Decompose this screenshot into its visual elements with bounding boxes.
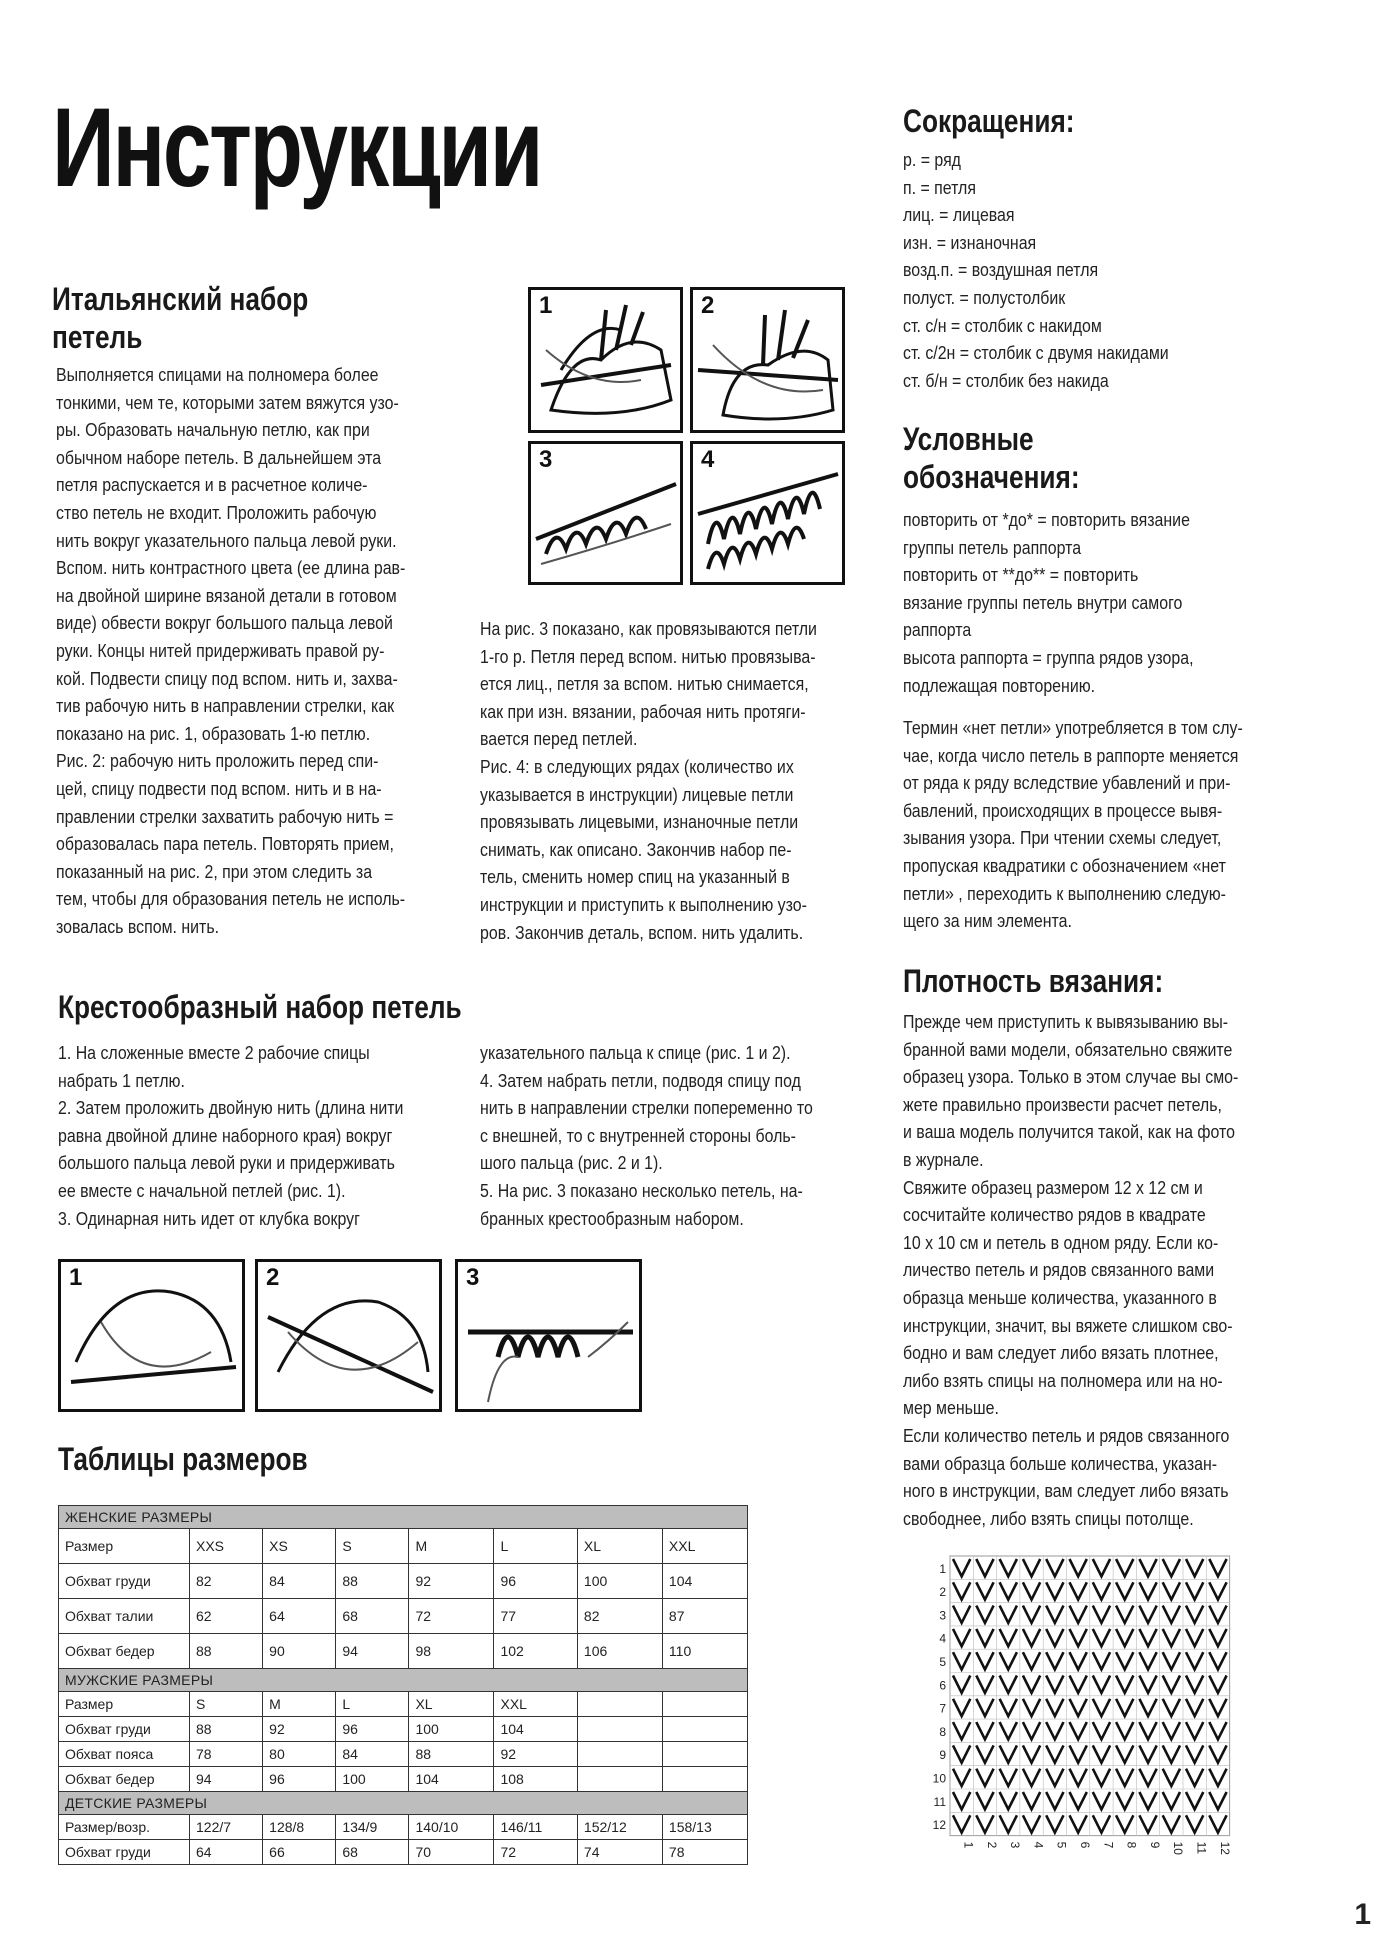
table-cell: XS: [263, 1529, 336, 1564]
table-cell: 74: [577, 1840, 662, 1865]
text-line: подлежащая повторению.: [903, 674, 1096, 696]
row-label: 3: [939, 1608, 946, 1623]
symbols-text: [903, 506, 1264, 699]
symbols-heading: [903, 420, 1080, 496]
text-line: бодно и вам следует либо вязать плотнее,: [903, 1342, 1219, 1364]
table-cell: Обхват талии: [59, 1599, 190, 1634]
hand-knitting-illustration: [258, 1262, 439, 1409]
abbreviations-list: [903, 146, 1247, 394]
abbreviation-item: ст. с/2н = столбик с двумя накидами: [903, 342, 1169, 364]
row-label: 5: [939, 1654, 946, 1669]
section-title: ЖЕНСКИЕ РАЗМЕРЫ: [59, 1506, 748, 1529]
table-cell: 72: [494, 1840, 577, 1865]
text-line: образовалась пара петель. Повторять прием,: [56, 833, 394, 855]
page-number: 1: [1354, 1898, 1371, 1931]
text-line: как при изн. вязании, рабочая нить протяги-: [480, 700, 806, 722]
figure-number: 2: [266, 1264, 280, 1291]
table-cell: 88: [409, 1742, 494, 1767]
table-cell: 152/12: [577, 1815, 662, 1840]
text-line: Если количество петель и рядов связанного: [903, 1424, 1230, 1446]
text-line: Термин «нет петли» употребляется в том слу-: [903, 717, 1243, 738]
table-cell: 100: [409, 1717, 494, 1742]
symbols-note: [903, 714, 1264, 935]
table-cell: Размер/возр.: [59, 1815, 190, 1840]
table-cell: 82: [577, 1599, 662, 1634]
text-line: Рис. 2: рабочую нить проложить перед спи-: [56, 750, 379, 772]
table-cell: XXL: [662, 1529, 747, 1564]
table-section-header: [59, 1506, 748, 1529]
abbreviation-item: полуст. = полустолбик: [903, 286, 1066, 308]
table-cell: 68: [336, 1599, 409, 1634]
table-cell: 158/13: [662, 1815, 747, 1840]
text-line: свободнее, либо взять спицы потолще.: [903, 1507, 1194, 1529]
text-line: либо взять спицы на полномера или на но-: [903, 1369, 1223, 1391]
table-row: [59, 1599, 748, 1634]
abbreviation-item: ст. с/н = столбик с накидом: [903, 314, 1102, 336]
abbreviation-item: возд.п. = воздушная петля: [903, 259, 1099, 281]
text-line: бранной вами модели, обязательно свяжите: [903, 1038, 1233, 1060]
text-line: 2. Затем проложить двойную нить (длина нити: [58, 1097, 404, 1119]
text-line: петли» , переходить к выполнению следую-: [903, 882, 1226, 904]
column-label: 12: [1217, 1841, 1232, 1855]
table-row: [59, 1529, 748, 1564]
column-label: 2: [984, 1841, 999, 1849]
text-line: 1. На сложенные вместе 2 рабочие спицы: [58, 1042, 370, 1063]
table-cell: S: [336, 1529, 409, 1564]
text-line: провязывать лицевыми, изнаночные петли: [480, 811, 799, 833]
table-cell: 92: [263, 1717, 336, 1742]
cross-figure-2: [255, 1259, 442, 1412]
table-row: [59, 1840, 748, 1865]
text-line: указывается в инструкции) лицевые петли: [480, 783, 794, 805]
table-row: [59, 1564, 748, 1599]
text-line: тель, сменить номер спиц на указанный в: [480, 866, 790, 888]
column-label: 4: [1031, 1841, 1046, 1849]
text-line: инструкции и приступить к выполнению узо-: [480, 893, 807, 915]
figure-number: 3: [539, 446, 553, 473]
page-title: Инструкции: [52, 85, 542, 210]
text-line: с внешней, то с внутренней стороны боль-: [480, 1124, 796, 1146]
figure-number: 1: [539, 292, 553, 319]
table-cell: XL: [409, 1692, 494, 1717]
text-line: шого пальца (рис. 2 и 1).: [480, 1152, 663, 1174]
table-cell: 100: [577, 1564, 662, 1599]
table-cell: 92: [409, 1564, 494, 1599]
column-label: 3: [1008, 1841, 1023, 1849]
table-cell: 78: [190, 1742, 263, 1767]
italian-text-col2: [480, 615, 833, 946]
text-line: нить в направлении стрелки попеременно то: [480, 1097, 813, 1119]
table-cell: M: [263, 1692, 336, 1717]
text-line: зовалась вспом. нить.: [56, 915, 220, 937]
section-title: ДЕТСКИЕ РАЗМЕРЫ: [59, 1792, 748, 1815]
abbreviation-item: п. = петля: [903, 176, 976, 198]
table-cell: 90: [263, 1634, 336, 1669]
table-cell: S: [190, 1692, 263, 1717]
table-cell: L: [336, 1692, 409, 1717]
text-line: виде) обвести вокруг большого пальца левой: [56, 612, 393, 634]
sizes-heading: Таблицы размеров: [58, 1441, 308, 1477]
text-line: ров. Закончив деталь, вспом. нить удалить.: [480, 921, 804, 943]
cross-figure-3: [455, 1259, 642, 1412]
table-cell: XL: [577, 1529, 662, 1564]
text-line: повторить от *до* = повторить вязание: [903, 509, 1190, 530]
text-line: Рис. 4: в следующих рядах (количество их: [480, 755, 794, 777]
symbols-heading-line2: обозначения:: [903, 459, 1080, 495]
text-line: ется лиц., петля за вспом. нитью снимается,: [480, 673, 809, 695]
table-cell: 66: [263, 1840, 336, 1865]
text-line: петля распускается и в расчетное количе-: [56, 474, 368, 496]
text-line: в журнале.: [903, 1148, 984, 1170]
table-cell: [577, 1717, 662, 1742]
section-title: МУЖСКИЕ РАЗМЕРЫ: [59, 1669, 748, 1692]
table-cell: 140/10: [409, 1815, 494, 1840]
symbols-heading-line1: Условные: [903, 421, 1034, 457]
table-cell: 94: [190, 1767, 263, 1792]
abbreviation-item: ст. б/н = столбик без накида: [903, 369, 1109, 391]
table-cell: 128/8: [263, 1815, 336, 1840]
table-cell: 80: [263, 1742, 336, 1767]
text-line: ры. Образовать начальную петлю, как при: [56, 419, 370, 441]
text-line: большого пальца левой руки и придерживать: [58, 1152, 395, 1174]
text-line: инструкции, значит, вы вяжете слишком сво-: [903, 1314, 1233, 1336]
text-line: 5. На рис. 3 показано несколько петель, на-: [480, 1179, 803, 1201]
italian-figure-3: [528, 441, 683, 585]
row-label: 9: [939, 1748, 946, 1763]
text-line: пропуская квадратики с обозначением «нет: [903, 854, 1226, 876]
table-row: [59, 1742, 748, 1767]
table-cell: 96: [336, 1717, 409, 1742]
table-cell: L: [494, 1529, 577, 1564]
table-section-header: [59, 1792, 748, 1815]
table-cell: 88: [336, 1564, 409, 1599]
row-label: 6: [939, 1678, 946, 1693]
text-line: мер меньше.: [903, 1397, 999, 1419]
italian-heading: [52, 280, 308, 356]
table-cell: 87: [662, 1599, 747, 1634]
table-cell: 82: [190, 1564, 263, 1599]
text-line: вами образца больше количества, указан-: [903, 1452, 1218, 1474]
table-cell: 88: [190, 1634, 263, 1669]
row-label: 1: [939, 1561, 946, 1576]
text-line: бранных крестообразным набором.: [480, 1207, 744, 1229]
text-line: чае, когда число петель в раппорте меняется: [903, 744, 1239, 766]
column-label: 8: [1124, 1841, 1139, 1849]
table-cell: 134/9: [336, 1815, 409, 1840]
table-cell: 94: [336, 1634, 409, 1669]
table-cell: [662, 1767, 747, 1792]
text-line: 3. Одинарная нить идет от клубка вокруг: [58, 1207, 360, 1229]
abbreviation-item: р. = ряд: [903, 149, 961, 170]
table-row: [59, 1815, 748, 1840]
column-label: 7: [1101, 1841, 1116, 1849]
text-line: кой. Подвести спицу под вспом. нить и, захва-: [56, 667, 398, 689]
row-label: 8: [939, 1724, 946, 1739]
swatch-chart: [920, 1548, 1266, 1855]
text-line: повторить от **до** = повторить: [903, 564, 1139, 586]
text-line: вается перед петлей.: [480, 728, 638, 750]
text-line: нить вокруг указательного пальца левой руки.: [56, 529, 397, 551]
text-line: правлении стрелки захватить рабочую нить =: [56, 805, 394, 827]
text-line: высота раппорта = группа рядов узора,: [903, 646, 1194, 668]
row-label: 12: [932, 1818, 946, 1833]
table-cell: 77: [494, 1599, 577, 1634]
table-cell: 106: [577, 1634, 662, 1669]
table-cell: 72: [409, 1599, 494, 1634]
row-label: 2: [939, 1585, 946, 1600]
table-cell: [662, 1692, 747, 1717]
table-cell: [577, 1692, 662, 1717]
swatch-grid: [920, 1548, 1266, 1855]
italian-figure-4: [690, 441, 845, 585]
table-cell: 110: [662, 1634, 747, 1669]
text-line: Вспом. нить контрастного цвета (ее длина рав-: [56, 557, 406, 579]
figure-number: 1: [69, 1264, 83, 1291]
size-table: [58, 1505, 748, 1865]
text-line: показано на рис. 1, образовать 1-ю петлю.: [56, 722, 371, 744]
table-cell: 108: [494, 1767, 577, 1792]
table-cell: [662, 1717, 747, 1742]
text-line: образца меньше количества, указанного в: [903, 1286, 1217, 1308]
text-line: личество петель и рядов связанного вами: [903, 1259, 1215, 1281]
table-cell: 102: [494, 1634, 577, 1669]
figure-number: 2: [701, 292, 715, 319]
table-cell: 104: [662, 1564, 747, 1599]
column-label: 11: [1194, 1841, 1209, 1855]
table-cell: [577, 1742, 662, 1767]
table-cell: Размер: [59, 1692, 190, 1717]
text-line: раппорта: [903, 619, 972, 641]
text-line: от ряда к ряду вследствие убавлений и при-: [903, 772, 1231, 794]
text-line: зывания узора. При чтении схемы следует,: [903, 827, 1222, 849]
table-cell: 70: [409, 1840, 494, 1865]
text-line: группы петель раппорта: [903, 536, 1082, 558]
table-cell: 78: [662, 1840, 747, 1865]
text-line: и ваша модель получится такой, как на фото: [903, 1121, 1235, 1143]
hand-knitting-illustration: [61, 1262, 242, 1409]
text-line: указательного пальца к спице (рис. 1 и 2).: [480, 1042, 791, 1063]
table-cell: 88: [190, 1717, 263, 1742]
table-cell: 68: [336, 1840, 409, 1865]
text-line: цей, спицу подвести под вспом. нить и в на-: [56, 777, 382, 799]
column-label: 1: [961, 1841, 976, 1849]
text-line: щего за ним элемента.: [903, 910, 1072, 932]
italian-text-col1: [56, 361, 409, 940]
column-label: 5: [1054, 1841, 1069, 1849]
text-line: показанный на рис. 2, при этом следить за: [56, 860, 373, 882]
table-cell: 96: [494, 1564, 577, 1599]
text-line: тив рабочую нить в направлении стрелки, как: [56, 695, 395, 717]
column-label: 6: [1077, 1841, 1092, 1849]
stitches-illustration: [458, 1262, 639, 1409]
text-line: равна двойной длине наборного края) вокруг: [58, 1124, 393, 1146]
table-cell: 98: [409, 1634, 494, 1669]
column-label: 10: [1171, 1841, 1186, 1855]
row-label: 10: [932, 1771, 946, 1786]
gauge-heading: Плотность вязания:: [903, 963, 1164, 999]
table-cell: M: [409, 1529, 494, 1564]
size-table-wrap: [58, 1505, 748, 1865]
italian-figure-2: [690, 287, 845, 433]
column-label: 9: [1147, 1841, 1162, 1849]
text-line: обычном наборе петель. В дальнейшем эта: [56, 446, 382, 468]
table-cell: Размер: [59, 1529, 190, 1564]
table-cell: Обхват бедер: [59, 1634, 190, 1669]
table-cell: 84: [336, 1742, 409, 1767]
row-label: 11: [933, 1794, 946, 1809]
table-cell: 96: [263, 1767, 336, 1792]
text-line: вязание группы петель внутри самого: [903, 591, 1183, 613]
row-label: 4: [939, 1631, 946, 1646]
table-cell: 84: [263, 1564, 336, 1599]
table-cell: XXL: [494, 1692, 577, 1717]
table-section-header: [59, 1669, 748, 1692]
abbreviations-heading: Сокращения:: [903, 103, 1075, 139]
table-row: [59, 1692, 748, 1717]
text-line: жете правильно произвести расчет петель,: [903, 1093, 1222, 1115]
text-line: Свяжите образец размером 12 х 12 см и: [903, 1176, 1203, 1198]
text-line: набрать 1 петлю.: [58, 1069, 185, 1091]
text-line: 4. Затем набрать петли, подводя спицу под: [480, 1069, 801, 1091]
gauge-text: [903, 1008, 1264, 1532]
text-line: Выполняется спицами на полномера более: [56, 364, 379, 385]
table-cell: 92: [494, 1742, 577, 1767]
table-row: [59, 1717, 748, 1742]
table-cell: [662, 1742, 747, 1767]
text-line: ство петель не входит. Проложить рабочую: [56, 501, 377, 523]
text-line: ее вместе с начальной петлей (рис. 1).: [58, 1179, 346, 1201]
italian-figure-1: [528, 287, 683, 433]
abbreviation-item: изн. = изнаночная: [903, 231, 1037, 253]
table-cell: 100: [336, 1767, 409, 1792]
text-line: 10 х 10 см и петель в одном ряду. Если ко-: [903, 1231, 1219, 1253]
italian-heading-line1: Итальянский набор: [52, 281, 309, 317]
table-cell: 64: [190, 1840, 263, 1865]
row-label: 7: [939, 1701, 946, 1716]
table-cell: 146/11: [494, 1815, 577, 1840]
text-line: ного в инструкции, вам следует либо вязать: [903, 1480, 1229, 1502]
table-row: [59, 1767, 748, 1792]
table-cell: 104: [409, 1767, 494, 1792]
cross-figure-1: [58, 1259, 245, 1412]
italian-heading-line2: петель: [52, 319, 143, 355]
cross-text-col2: [480, 1039, 833, 1232]
text-line: На рис. 3 показано, как провязываются петли: [480, 618, 817, 639]
table-cell: Обхват бедер: [59, 1767, 190, 1792]
text-line: руки. Концы нитей придерживать правой ру-: [56, 639, 385, 661]
text-line: Прежде чем приступить к вывязыванию вы-: [903, 1011, 1229, 1032]
figure-number: 4: [701, 446, 715, 473]
text-line: снимать, как описано. Закончив набор пе-: [480, 838, 792, 860]
table-cell: Обхват груди: [59, 1717, 190, 1742]
text-line: бавлений, происходящих в процессе вывя-: [903, 799, 1223, 821]
text-line: тем, чтобы для образования петель не исполь-: [56, 888, 406, 910]
figure-number: 3: [466, 1264, 480, 1291]
text-line: тонкими, чем те, которыми затем вяжутся узо-: [56, 391, 399, 413]
table-cell: 62: [190, 1599, 263, 1634]
text-line: образец узора. Только в этом случае вы смо-: [903, 1066, 1239, 1088]
text-line: на двойной ширине вязаной детали в готовом: [56, 584, 397, 606]
text-line: сосчитайте количество рядов в квадрате: [903, 1204, 1206, 1226]
abbreviation-item: лиц. = лицевая: [903, 204, 1015, 226]
table-cell: [577, 1767, 662, 1792]
text-line: 1-го р. Петля перед вспом. нитью провязыва-: [480, 645, 816, 667]
table-cell: 104: [494, 1717, 577, 1742]
table-row: [59, 1634, 748, 1669]
table-cell: Обхват груди: [59, 1564, 190, 1599]
table-cell: 64: [263, 1599, 336, 1634]
cross-text-col1: [58, 1039, 402, 1232]
table-cell: Обхват пояса: [59, 1742, 190, 1767]
table-cell: Обхват груди: [59, 1840, 190, 1865]
table-cell: XXS: [190, 1529, 263, 1564]
cross-heading: Крестообразный набор петель: [58, 989, 462, 1025]
table-cell: 122/7: [190, 1815, 263, 1840]
